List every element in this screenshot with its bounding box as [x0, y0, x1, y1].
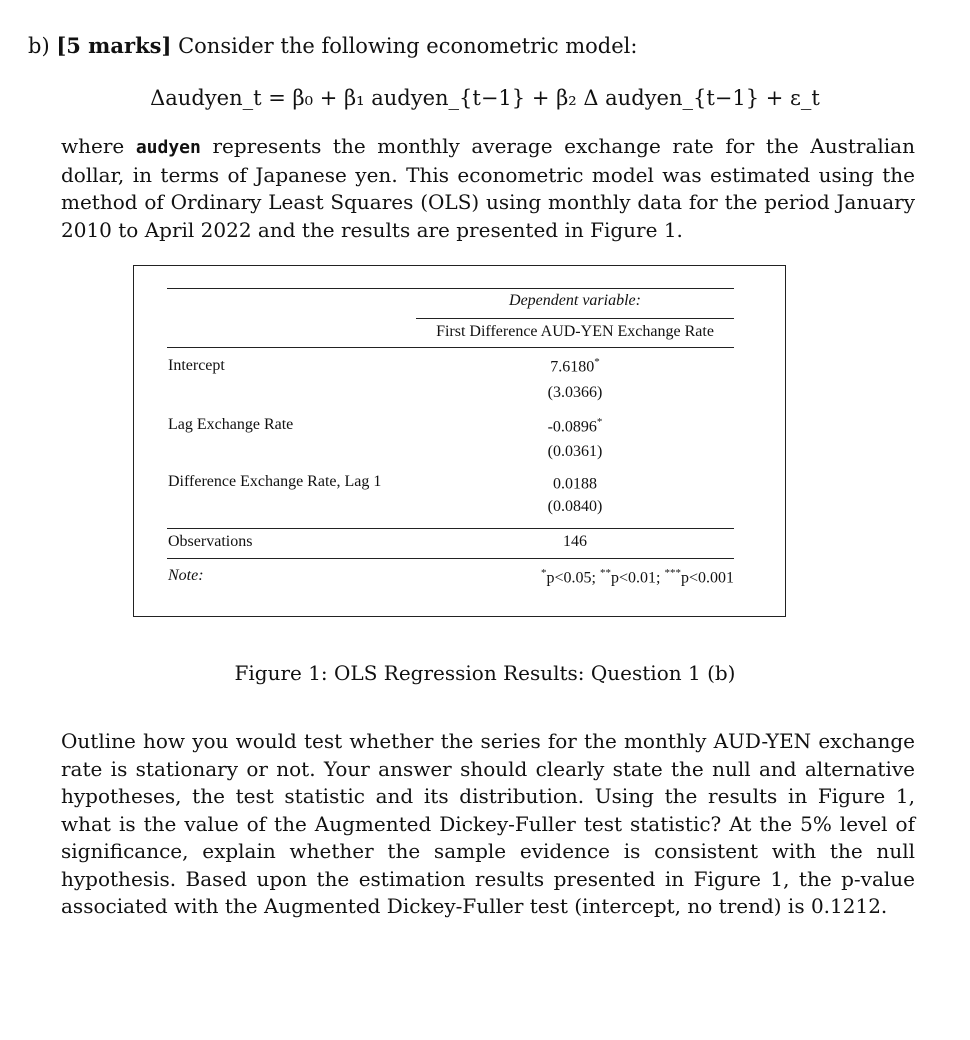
para1-after: represents the monthly average exchange rate for the Australian dollar, in terms of Japanese yen. This econometric model was estimated using the method of Ordinary Least Squares (OLS) using monthly data for the period January 2010 to April 2022 and the results are presented in Figure 1.: [61, 134, 915, 242]
para1-before: where: [61, 134, 136, 158]
dep-var-name: First Difference AUD-YEN Exchange Rate: [436, 323, 714, 340]
dep-var-label: Dependent variable:: [509, 292, 641, 309]
description-paragraph: [61, 133, 915, 244]
row-label-intercept: Intercept: [168, 357, 225, 374]
coef-diff: 0.0188: [553, 475, 597, 493]
note-text: *p<0.05; **p<0.01; ***p<0.001: [541, 567, 734, 587]
note-label: Note:: [168, 567, 204, 584]
question-paragraph: Outline how you would test whether the series for the monthly AUD-YEN exchange rate is stationary or not. Your answer should clearly state the null and alternative hypotheses, the test statistic and its distribution. Using the results in Figure 1, what is the value of the Augmented Dickey-Fuller test statistic? At the 5% level of significance, explain whether the sample evidence is consistent with the null hypothesis. Based upon the estimation results presented in Figure 1, the p-value associated with the Augmented Dickey-Fuller test (intercept, no trend) is 0.1212.: [61, 729, 915, 918]
table-rule-obs: [167, 528, 734, 529]
figure-caption: Figure 1: OLS Regression Results: Question 1 (b): [234, 661, 736, 685]
question-part: b): [28, 34, 50, 58]
model-equation: [0, 84, 970, 112]
se-diff: (0.0840): [547, 498, 603, 515]
question-intro: Consider the following econometric model:: [178, 34, 638, 58]
variable-code: audyen: [135, 137, 201, 158]
question-heading: [28, 32, 637, 60]
coef-intercept: 7.6180*: [550, 356, 600, 376]
question-marks: [5 marks]: [56, 33, 172, 58]
table-rule-dep: [416, 318, 734, 319]
table-rule-header: [167, 347, 734, 348]
regression-table: [133, 265, 786, 617]
row-label-lag: Lag Exchange Rate: [168, 416, 294, 433]
obs-label: Observations: [168, 533, 253, 550]
se-lag: (0.0361): [547, 443, 603, 460]
table-rule-bottom: [167, 558, 734, 559]
table-rule-top: [167, 288, 734, 289]
se-intercept: (3.0366): [547, 384, 603, 401]
coef-lag: -0.0896*: [547, 416, 603, 436]
row-label-diff: Difference Exchange Rate, Lag 1: [168, 473, 382, 490]
obs-value: 146: [563, 533, 587, 550]
equation-text: Δaudyen_t = β₀ + β₁ audyen_{t−1} + β₂ Δ audyen_{t−1} + ε_t: [150, 86, 820, 110]
